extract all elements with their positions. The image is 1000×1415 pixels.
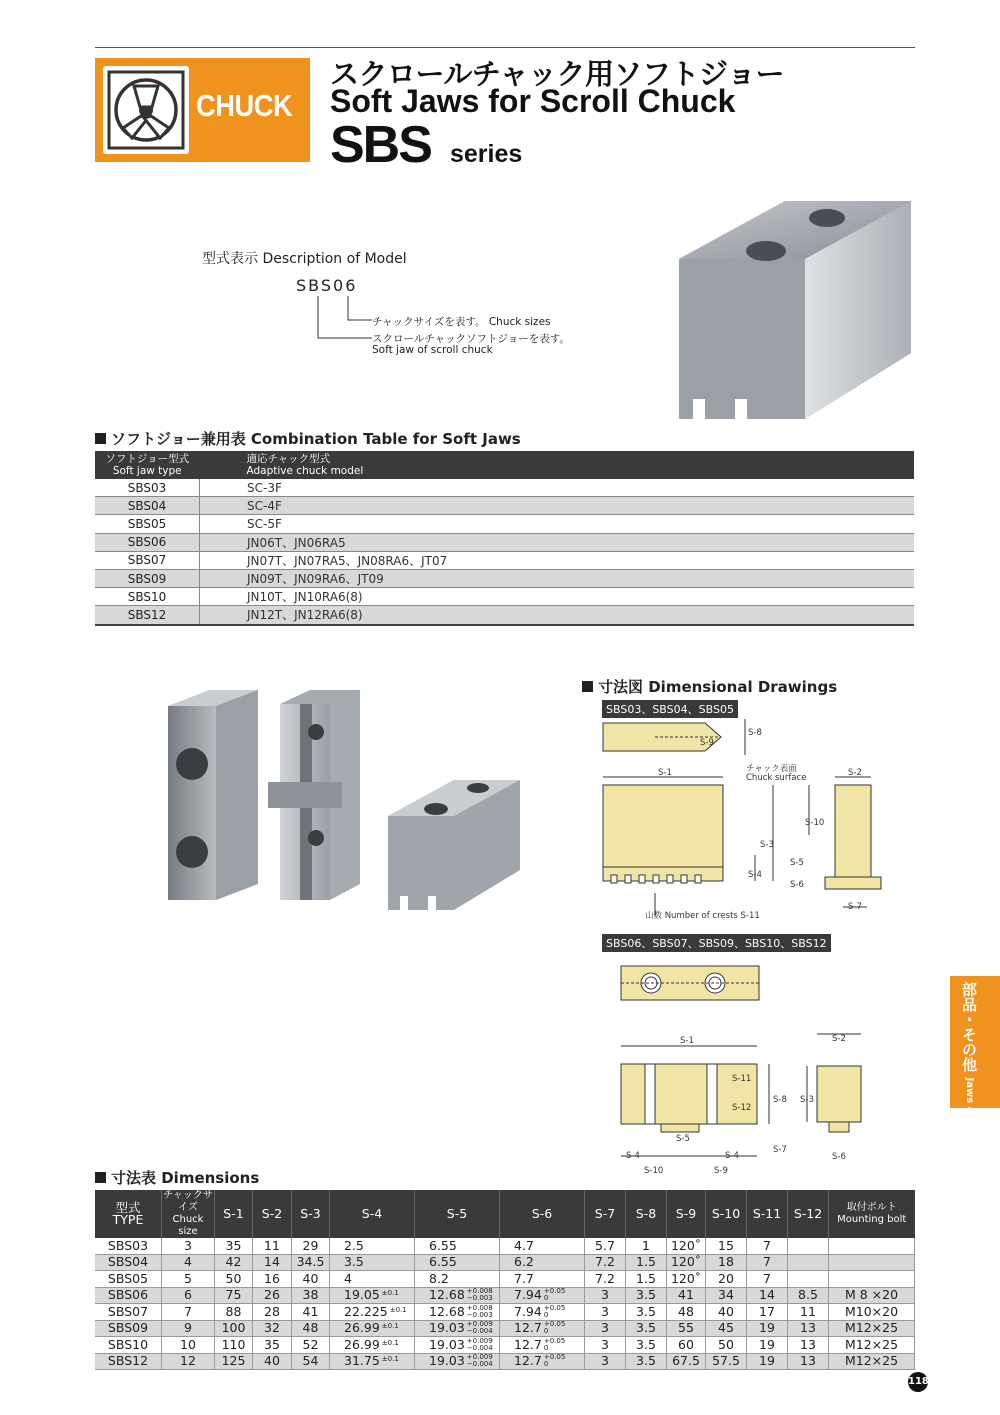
dim-s1-label-large: S-1 <box>680 1036 694 1046</box>
table-row: SBS10 JN10T、JN10RA6(8) <box>95 588 914 606</box>
bullet-square-icon <box>95 433 106 444</box>
table-row: SBS09 9 100 32 48 26.99 ±0.1 19.03 +0.009 −0.004 12.7 +0.05 0 3 3.5 55 45 19 13 M12×25 <box>95 1320 915 1337</box>
table-row: SBS09 JN09T、JN09RA6、JT09 <box>95 569 914 587</box>
table-row: SBS04 4 42 14 34.5 3.5 6.55 6.2 7.2 1.5 120˚ 18 7 <box>95 1254 915 1271</box>
dim-s10-label: S-10 <box>805 818 825 828</box>
dim-s6-label: S-6 <box>790 880 804 890</box>
model-description-title: 型式表示 Description of Model <box>202 251 407 267</box>
table-row: SBS03 3 35 11 29 2.5 6.55 4.7 5.7 1 120˚ 15 7 <box>95 1238 915 1254</box>
table-row: SBS05 SC-5F <box>95 515 914 533</box>
bullet-square-icon <box>95 1172 106 1183</box>
dim-s3-label-large: S-3 <box>800 1095 814 1105</box>
model-code-leader-lines <box>310 294 380 344</box>
side-tab-jp: 部品・その他 <box>960 982 978 1072</box>
combination-table-title: ソフトジョー兼用表 Combination Table for Soft Jaws <box>95 428 521 449</box>
drawing-small-jaws <box>595 715 895 925</box>
chuck-logo-badge <box>103 66 189 154</box>
dim-s8-label-large: S-8 <box>773 1095 787 1105</box>
product-photo-jaw-set <box>160 688 525 913</box>
dim-s7-label: S-7 <box>848 902 862 912</box>
table-row: SBS06 JN06T、JN06RA5 <box>95 533 914 551</box>
dim-s4-label: S-4 <box>748 870 762 880</box>
dim-s4-label-large-left: S-4 <box>626 1151 640 1161</box>
table-row: SBS07 JN07T、JN07RA5、JN08RA6、JT07 <box>95 551 914 569</box>
dim-s3-label: S-3 <box>760 840 774 850</box>
soft-jaw-note-jp: スクロールチャックソフトジョーを表す。 <box>372 333 570 345</box>
dim-s2-label: S-2 <box>848 768 862 778</box>
side-tab-en: Jaws and Accessories <box>964 1077 975 1198</box>
top-rule <box>95 47 915 48</box>
table-row: SBS06 6 75 26 38 19.05 ±0.1 12.68 +0.008 −0.003 7.94 +0.05 0 3 3.5 41 34 14 8.5 M 8 ×20 <box>95 1287 915 1304</box>
dim-s4-label-large-right: S-4 <box>725 1151 739 1161</box>
soft-jaw-note-en: Soft jaw of scroll chuck <box>372 344 493 356</box>
dim-s10-label-large: S-10 <box>644 1166 664 1176</box>
dim-s9-label: S-9 <box>700 738 714 748</box>
dim-s8-label: S-8 <box>748 728 762 738</box>
table-row: SBS12 12 125 40 54 31.75 ±0.1 19.03 +0.009 −0.004 12.7 +0.05 0 3 3.5 67.5 57.5 19 13 M12×25 <box>95 1353 915 1370</box>
dimensions-table: 型式 TYPE チャックサイズ Chuck size S-1 S-2 S-3 S-4 S-5 S-6 S-7 S-8 S-9 S-10 S-11 S-12 取付ボルト Mounting bolt SBS03 3 35 11 29 2.5 6.55 4.7 5.7 1 120˚ 15 7 SBS04 4 42 14 34.5 3.5 6.55 6.2 7.2 1.5 120˚ 18 7 SBS05 5 50 16 40 4 8.2 7.7 7.2 1.5 120˚ 20 7 SBS06 6 75 26 38 19.05 ±0.1 12.68 +0.008 −0.003 7.94 +0.05 0 3 3.5 41 34 14 8.5 M 8 ×20 SBS07 7 88 28 41 22.225 ±0.1 12.68 +0.008 −0.003 7.94 +0.05 0 3 3.5 48 40 17 11 M10×20 SBS09 9 100 32 48 26.99 ±0.1 19.03 +0.009 −0.004 12.7 +0.05 0 3 3.5 55 45 19 13 M12×25 SBS10 10 110 35 52 26.99 ±0.1 19.03 +0.009 −0.004 12.7 +0.05 0 3 3.5 60 50 19 13 M12×25 SBS12 12 125 40 54 31.75 ±0.1 19.03 +0.009 −0.004 12.7 +0.05 0 3 3.5 67.5 57.5 19 13 M12×25 <box>95 1190 915 1370</box>
title-english: Soft Jaws for Scroll Chuck <box>330 83 736 119</box>
dim-s11-label: S-11 <box>732 1074 752 1084</box>
table-row: SBS12 JN12T、JN12RA6(8) <box>95 606 914 625</box>
chuck-icon <box>103 66 189 154</box>
chuck-surface-jp: チャック表面 <box>746 764 797 774</box>
category-side-tab[interactable] <box>950 976 1000 1198</box>
logo-text: CHUCK <box>196 88 293 123</box>
drawing-group2-label: SBS06、SBS07、SBS09、SBS10、SBS12 <box>602 934 831 952</box>
page-number: 118 <box>908 1372 928 1392</box>
table-row: SBS07 7 88 28 41 22.225 ±0.1 12.68 +0.008 −0.003 7.94 +0.05 0 3 3.5 48 40 17 11 M10×20 <box>95 1304 915 1321</box>
drawing-group1-label: SBS03、SBS04、SBS05 <box>602 700 738 718</box>
title-japanese: スクロールチャック用ソフトジョー <box>330 57 784 91</box>
dimensions-table-title: 寸法表 Dimensions <box>95 1167 259 1188</box>
table-row: SBS10 10 110 35 52 26.99 ±0.1 19.03 +0.009 −0.004 12.7 +0.05 0 3 3.5 60 50 19 13 M12×25 <box>95 1337 915 1354</box>
dim-s1-label: S-1 <box>658 768 672 778</box>
dim-s6-label-large: S-6 <box>832 1152 846 1162</box>
chuck-surface-en: Chuck surface <box>746 773 807 783</box>
combination-table: ソフトジョー型式 Soft jaw type 適応チャック型式 Adaptive chuck model SBS03 SC-3F SBS04 SC-4F SBS05 SC-5F SBS06 JN06T、JN06RA5 SBS07 JN07T、JN07RA5、JN08RA6、JT07 SBS09 JN09T、JN09RA6、JT09 SBS10 JN10T、JN10RA6(8) SBS12 JN12T、JN12RA6(8) <box>95 451 914 626</box>
table-row: SBS05 5 50 16 40 4 8.2 7.7 7.2 1.5 120˚ 20 7 <box>95 1271 915 1288</box>
dim-s7-label-large: S-7 <box>773 1145 787 1155</box>
dimensional-drawings-title: 寸法図 Dimensional Drawings <box>582 676 837 697</box>
series-word: series <box>450 140 523 168</box>
dim-s9-label-large: S-9 <box>714 1166 728 1176</box>
bullet-square-icon <box>582 681 593 692</box>
drawing-large-jaws <box>595 950 895 1160</box>
product-photo-soft-jaw <box>675 193 915 425</box>
dim-s5-label: S-5 <box>790 858 804 868</box>
series-code: SBS <box>330 116 431 174</box>
model-code: SBS06 <box>296 276 358 295</box>
dim-s2-label-large: S-2 <box>832 1034 846 1044</box>
dim-s12-label: S-12 <box>732 1103 752 1113</box>
crests-note: 山数 Number of crests S-11 <box>645 911 760 921</box>
table-row: SBS03 SC-3F <box>95 479 914 497</box>
dim-s5-label-large: S-5 <box>676 1134 690 1144</box>
chuck-size-note: チャックサイズを表す。 Chuck sizes <box>372 316 551 328</box>
table-row: SBS04 SC-4F <box>95 497 914 515</box>
